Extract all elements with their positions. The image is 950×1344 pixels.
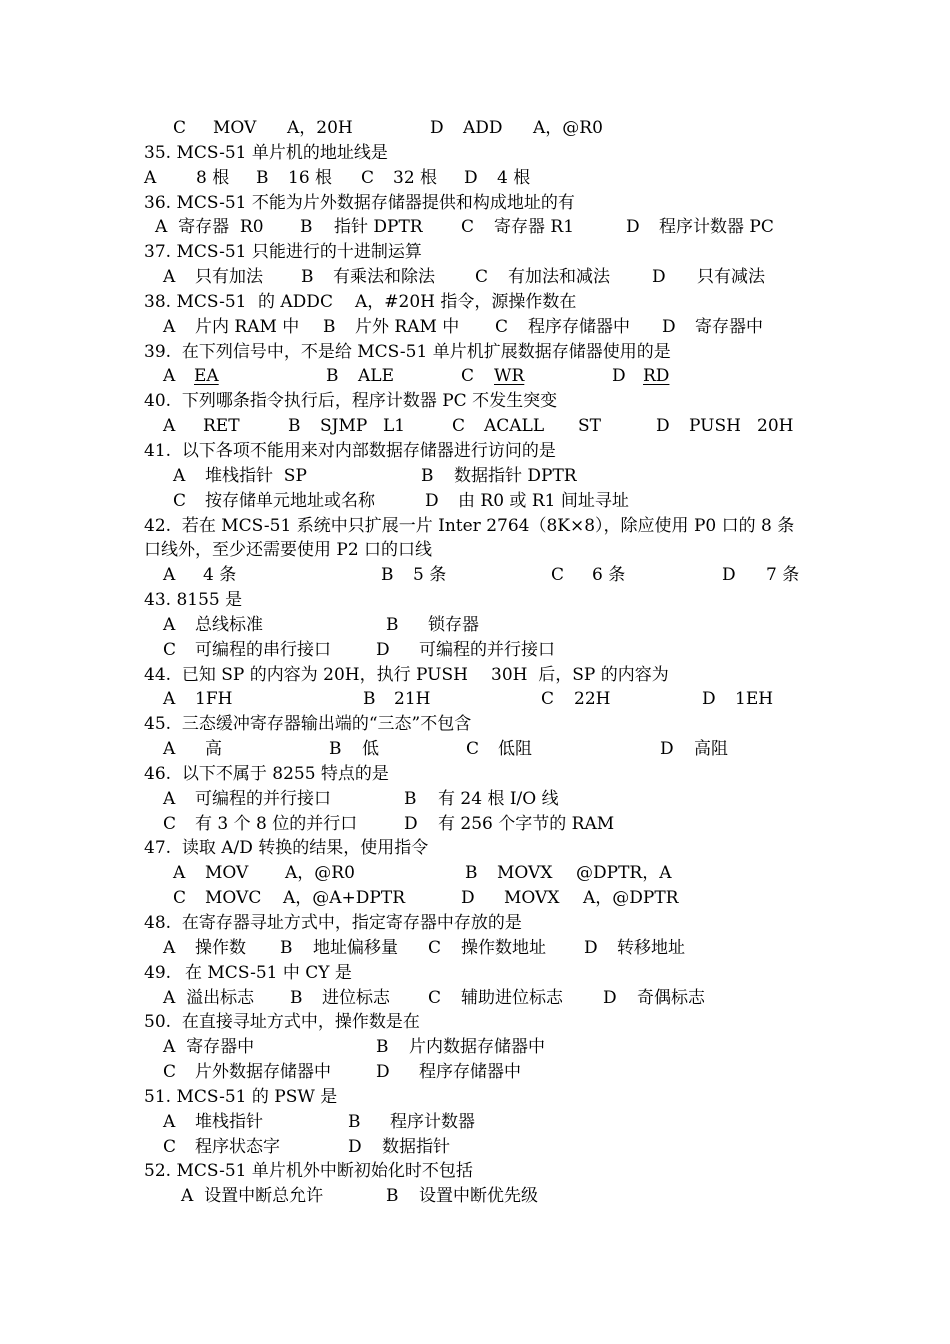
- line-segment: D: [702, 689, 716, 710]
- line-segment: C: [428, 937, 442, 958]
- line-segment: D: [603, 987, 617, 1008]
- line-lead-text: 44. 已知 SP 的内容为 20H，执行 PUSH: [144, 664, 468, 685]
- line-segment: D: [660, 739, 674, 760]
- line-lead-text: A 寄存器 R0: [155, 217, 264, 238]
- text-line: [0, 1159, 950, 1184]
- line-lead-text: 42. 若在 MCS-51 系统中只扩展一片 Inter 2764（8K×8），除应使用 P0 口的 8 条: [144, 515, 795, 536]
- line-lead-text: 40. 下列哪条指令执行后，程序计数器 PC 不发生突变: [144, 391, 558, 412]
- line-segment: WR: [494, 366, 525, 387]
- line-segment: B: [256, 167, 269, 188]
- line-segment: 操作数: [195, 937, 246, 958]
- line-segment: 数据指针: [382, 1136, 450, 1157]
- line-lead-text: A: [163, 739, 176, 760]
- line-segment: 20H: [757, 416, 794, 437]
- line-lead-text: C: [163, 813, 177, 834]
- line-segment: 程序存储器中: [419, 1062, 521, 1083]
- text-line: [0, 861, 950, 886]
- text-line: [0, 290, 950, 315]
- text-line: [0, 340, 950, 365]
- line-segment: 4 根: [497, 167, 531, 188]
- line-segment: B: [280, 937, 293, 958]
- line-segment: C: [452, 416, 466, 437]
- exam-question-page: [0, 116, 950, 1209]
- line-segment: A，@DPTR: [583, 888, 679, 909]
- line-segment: 5 条: [413, 565, 447, 586]
- line-segment: A，@R0: [533, 118, 603, 138]
- line-lead-text: A: [163, 937, 176, 958]
- line-segment: 锁存器: [428, 614, 479, 635]
- line-lead-text: A: [163, 614, 176, 635]
- line-lead-text: A: [163, 565, 176, 586]
- line-segment: A，@A+DPTR: [283, 888, 406, 909]
- text-line: [0, 1135, 950, 1160]
- line-segment: 8 根: [196, 167, 230, 188]
- line-lead-text: 37. MCS-51 只能进行的十进制运算: [144, 242, 422, 263]
- line-segment: B: [386, 1186, 399, 1207]
- line-segment: D: [652, 267, 666, 288]
- line-segment: B: [348, 1111, 361, 1132]
- line-segment: A，20H: [287, 118, 353, 138]
- line-segment: 设置中断优先级: [419, 1186, 538, 1207]
- line-segment: 按存储单元地址或名称: [205, 490, 375, 511]
- line-lead-text: A: [163, 366, 176, 387]
- text-line: [0, 240, 950, 265]
- text-line: [0, 737, 950, 762]
- line-segment: D: [584, 937, 598, 958]
- line-segment: D: [464, 167, 478, 188]
- line-segment: B: [404, 788, 417, 809]
- line-segment: 程序状态字: [195, 1136, 280, 1157]
- line-segment: C: [541, 689, 555, 710]
- text-line: [0, 265, 950, 290]
- line-lead-text: 45. 三态缓冲寄存器输出端的“三态”不包含: [144, 714, 472, 735]
- line-lead-text: A: [163, 689, 176, 710]
- line-segment: 片内数据存储器中: [409, 1037, 545, 1058]
- line-lead-text: A: [173, 863, 186, 884]
- line-lead-text: C: [173, 888, 187, 909]
- text-line: [0, 166, 950, 191]
- line-segment: B: [326, 366, 339, 387]
- line-segment: 1FH: [195, 689, 233, 710]
- text-line: [0, 687, 950, 712]
- line-segment: 有乘法和除法: [333, 267, 435, 288]
- line-segment: ST: [578, 416, 601, 437]
- line-segment: 只有减法: [697, 267, 765, 288]
- line-lead-text: A: [144, 167, 157, 188]
- line-lead-text: 35. MCS-51 单片机的地址线是: [144, 142, 388, 163]
- line-segment: D: [376, 639, 390, 660]
- line-segment: 32 根: [393, 167, 438, 188]
- line-lead-text: C: [163, 639, 177, 660]
- line-lead-text: 43. 8155 是: [144, 590, 243, 611]
- line-segment: MOVX: [504, 888, 560, 909]
- line-segment: 高阻: [694, 739, 728, 760]
- line-lead-text: A: [163, 1111, 176, 1132]
- line-segment: 有 24 根 I/O 线: [438, 788, 559, 809]
- text-line: [0, 1110, 950, 1135]
- text-line: [0, 836, 950, 861]
- text-line: [0, 514, 950, 539]
- line-segment: C: [475, 267, 489, 288]
- line-segment: B: [329, 739, 342, 760]
- line-segment: 30H 后，SP 的内容为: [491, 664, 669, 685]
- line-segment: SJMP: [320, 416, 368, 437]
- line-segment: 由 R0 或 R1 间址寻址: [458, 490, 629, 511]
- line-segment: 寄存器 R1: [494, 217, 575, 238]
- line-segment: 指针 DPTR: [334, 217, 423, 238]
- text-line: [0, 911, 950, 936]
- line-segment: 辅助进位标志: [461, 987, 563, 1008]
- line-segment: 片外 RAM 中: [355, 316, 460, 337]
- line-segment: C: [461, 366, 475, 387]
- line-segment: 高: [205, 739, 222, 760]
- line-segment: 有 3 个 8 位的并行口: [195, 813, 358, 834]
- line-lead-text: 38. MCS-51: [144, 291, 247, 312]
- line-lead-text: C: [173, 118, 187, 138]
- text-line: [0, 663, 950, 688]
- line-segment: 总线标准: [195, 614, 263, 635]
- text-line: [0, 1085, 950, 1110]
- line-segment: B: [381, 565, 394, 586]
- line-segment: D: [612, 366, 626, 387]
- text-line: [0, 464, 950, 489]
- line-segment: 操作数地址: [461, 937, 546, 958]
- text-line: [0, 936, 950, 961]
- line-segment: B: [376, 1037, 389, 1058]
- line-segment: B: [323, 316, 336, 337]
- line-lead-text: 48. 在寄存器寻址方式中，指定寄存器中存放的是: [144, 913, 522, 933]
- text-line: [0, 489, 950, 514]
- line-lead-text: 49.: [144, 962, 172, 983]
- line-segment: RET: [203, 416, 240, 437]
- line-segment: 1EH: [735, 689, 774, 710]
- line-lead-text: C: [163, 1136, 177, 1157]
- line-lead-text: C: [163, 1062, 177, 1083]
- line-lead-text: A: [163, 788, 176, 809]
- line-segment: B: [421, 465, 434, 486]
- line-segment: C: [495, 316, 509, 337]
- line-lead-text: 46. 以下不属于 8255 特点的是: [144, 763, 389, 784]
- line-segment: B: [300, 217, 313, 238]
- line-lead-text: A: [163, 267, 176, 288]
- line-lead-text: 47. 读取 A/D 转换的结果，使用指令: [144, 838, 429, 859]
- line-segment: B: [386, 614, 399, 635]
- line-segment: B: [363, 689, 376, 710]
- line-segment: B: [301, 267, 314, 288]
- line-segment: B: [290, 987, 303, 1008]
- line-segment: 低: [362, 739, 379, 760]
- line-segment: 低阻: [498, 739, 532, 760]
- line-segment: 可编程的并行接口: [195, 788, 331, 809]
- text-line: [0, 538, 950, 563]
- line-lead-text: 口线外，至少还需要使用 P2 口的口线: [144, 540, 433, 561]
- line-segment: 数据指针 DPTR: [454, 465, 577, 486]
- line-segment: ADD: [463, 118, 503, 138]
- line-segment: C: [361, 167, 375, 188]
- line-segment: @DPTR，A: [576, 863, 672, 884]
- text-line: [0, 588, 950, 613]
- line-segment: D: [656, 416, 670, 437]
- text-line: [0, 961, 950, 986]
- text-line: [0, 1060, 950, 1085]
- text-line: [0, 315, 950, 340]
- line-segment: 6 条: [592, 565, 626, 586]
- line-segment: D: [461, 888, 475, 909]
- line-lead-text: A: [173, 465, 186, 486]
- text-line: [0, 886, 950, 911]
- line-segment: C: [551, 565, 565, 586]
- line-segment: D: [348, 1136, 362, 1157]
- text-line: [0, 613, 950, 638]
- line-segment: MOV: [213, 118, 257, 138]
- line-segment: C: [428, 987, 442, 1008]
- line-segment: D: [376, 1062, 390, 1083]
- text-line: [0, 638, 950, 663]
- line-segment: 在 MCS-51 中 CY 是: [185, 962, 352, 983]
- line-segment: 堆栈指针 SP: [205, 465, 307, 486]
- line-segment: D: [626, 217, 640, 238]
- line-segment: 的 ADDC: [258, 291, 333, 312]
- line-segment: ACALL: [484, 416, 545, 437]
- line-lead-text: A 寄存器中: [163, 1037, 255, 1058]
- line-segment: 片内 RAM 中: [195, 316, 300, 337]
- text-line: [0, 762, 950, 787]
- text-line: [0, 563, 950, 588]
- line-segment: D: [425, 490, 439, 511]
- line-segment: MOV: [205, 863, 249, 884]
- line-segment: A，#20H 指令，源操作数在: [355, 291, 577, 312]
- line-lead-text: A 溢出标志: [163, 987, 255, 1008]
- line-segment: 奇偶标志: [637, 987, 705, 1008]
- line-segment: 堆栈指针: [195, 1111, 263, 1132]
- text-line: [0, 414, 950, 439]
- line-segment: 4 条: [203, 565, 237, 586]
- text-line: [0, 712, 950, 737]
- line-lead-text: 36. MCS-51 不能为片外数据存储器提供和构成地址的有: [144, 192, 575, 213]
- line-segment: PUSH: [689, 416, 741, 437]
- line-segment: 程序存储器中: [528, 316, 630, 337]
- line-lead-text: A: [163, 416, 176, 437]
- line-segment: C: [461, 217, 475, 238]
- text-line: [0, 215, 950, 240]
- line-segment: D: [722, 565, 736, 586]
- line-segment: D: [662, 316, 676, 337]
- text-line: [0, 986, 950, 1011]
- line-segment: RD: [643, 366, 670, 387]
- line-segment: 21H: [394, 689, 431, 710]
- text-line: [0, 116, 950, 141]
- text-line: [0, 1184, 950, 1209]
- line-lead-text: C: [173, 490, 187, 511]
- text-line: [0, 1010, 950, 1035]
- line-segment: B: [465, 863, 478, 884]
- line-segment: L1: [383, 416, 406, 437]
- line-segment: 程序计数器: [390, 1111, 475, 1132]
- line-segment: B: [288, 416, 301, 437]
- line-segment: 可编程的并行接口: [419, 639, 555, 660]
- line-lead-text: A 设置中断总允许: [181, 1186, 324, 1207]
- text-line: [0, 1035, 950, 1060]
- text-line: [0, 439, 950, 464]
- text-line: [0, 787, 950, 812]
- line-segment: 进位标志: [322, 987, 390, 1008]
- line-segment: EA: [194, 366, 219, 387]
- line-lead-text: 52. MCS-51 单片机外中断初始化时不包括: [144, 1161, 473, 1182]
- text-line: [0, 191, 950, 216]
- text-line: [0, 812, 950, 837]
- line-segment: 转移地址: [617, 937, 685, 958]
- text-line: [0, 141, 950, 166]
- line-segment: 有加法和减法: [508, 267, 610, 288]
- text-line: [0, 364, 950, 389]
- line-segment: 只有加法: [195, 267, 263, 288]
- line-segment: 可编程的串行接口: [195, 639, 331, 660]
- line-lead-text: 51. MCS-51 的 PSW 是: [144, 1086, 338, 1107]
- line-lead-text: 41. 以下各项不能用来对内部数据存储器进行访问的是: [144, 440, 556, 461]
- line-segment: ALE: [358, 366, 394, 387]
- line-segment: 22H: [574, 689, 611, 710]
- line-segment: 寄存器中: [695, 316, 763, 337]
- line-segment: 地址偏移量: [313, 937, 398, 958]
- line-lead-text: A: [163, 316, 176, 337]
- line-segment: 7 条: [766, 565, 800, 586]
- line-segment: A，@R0: [285, 863, 355, 884]
- line-segment: 片外数据存储器中: [195, 1062, 331, 1083]
- line-lead-text: 50. 在直接寻址方式中，操作数是在: [144, 1012, 420, 1033]
- line-segment: 16 根: [288, 167, 333, 188]
- line-segment: C: [466, 739, 480, 760]
- line-segment: 程序计数器 PC: [659, 217, 774, 238]
- line-segment: D: [404, 813, 418, 834]
- line-segment: 有 256 个字节的 RAM: [438, 813, 615, 834]
- line-segment: D: [430, 118, 444, 138]
- line-lead-text: 39. 在下列信号中，不是给 MCS-51 单片机扩展数据存储器使用的是: [144, 341, 671, 362]
- line-segment: MOVC: [205, 888, 262, 909]
- line-segment: MOVX: [497, 863, 553, 884]
- text-line: [0, 389, 950, 414]
